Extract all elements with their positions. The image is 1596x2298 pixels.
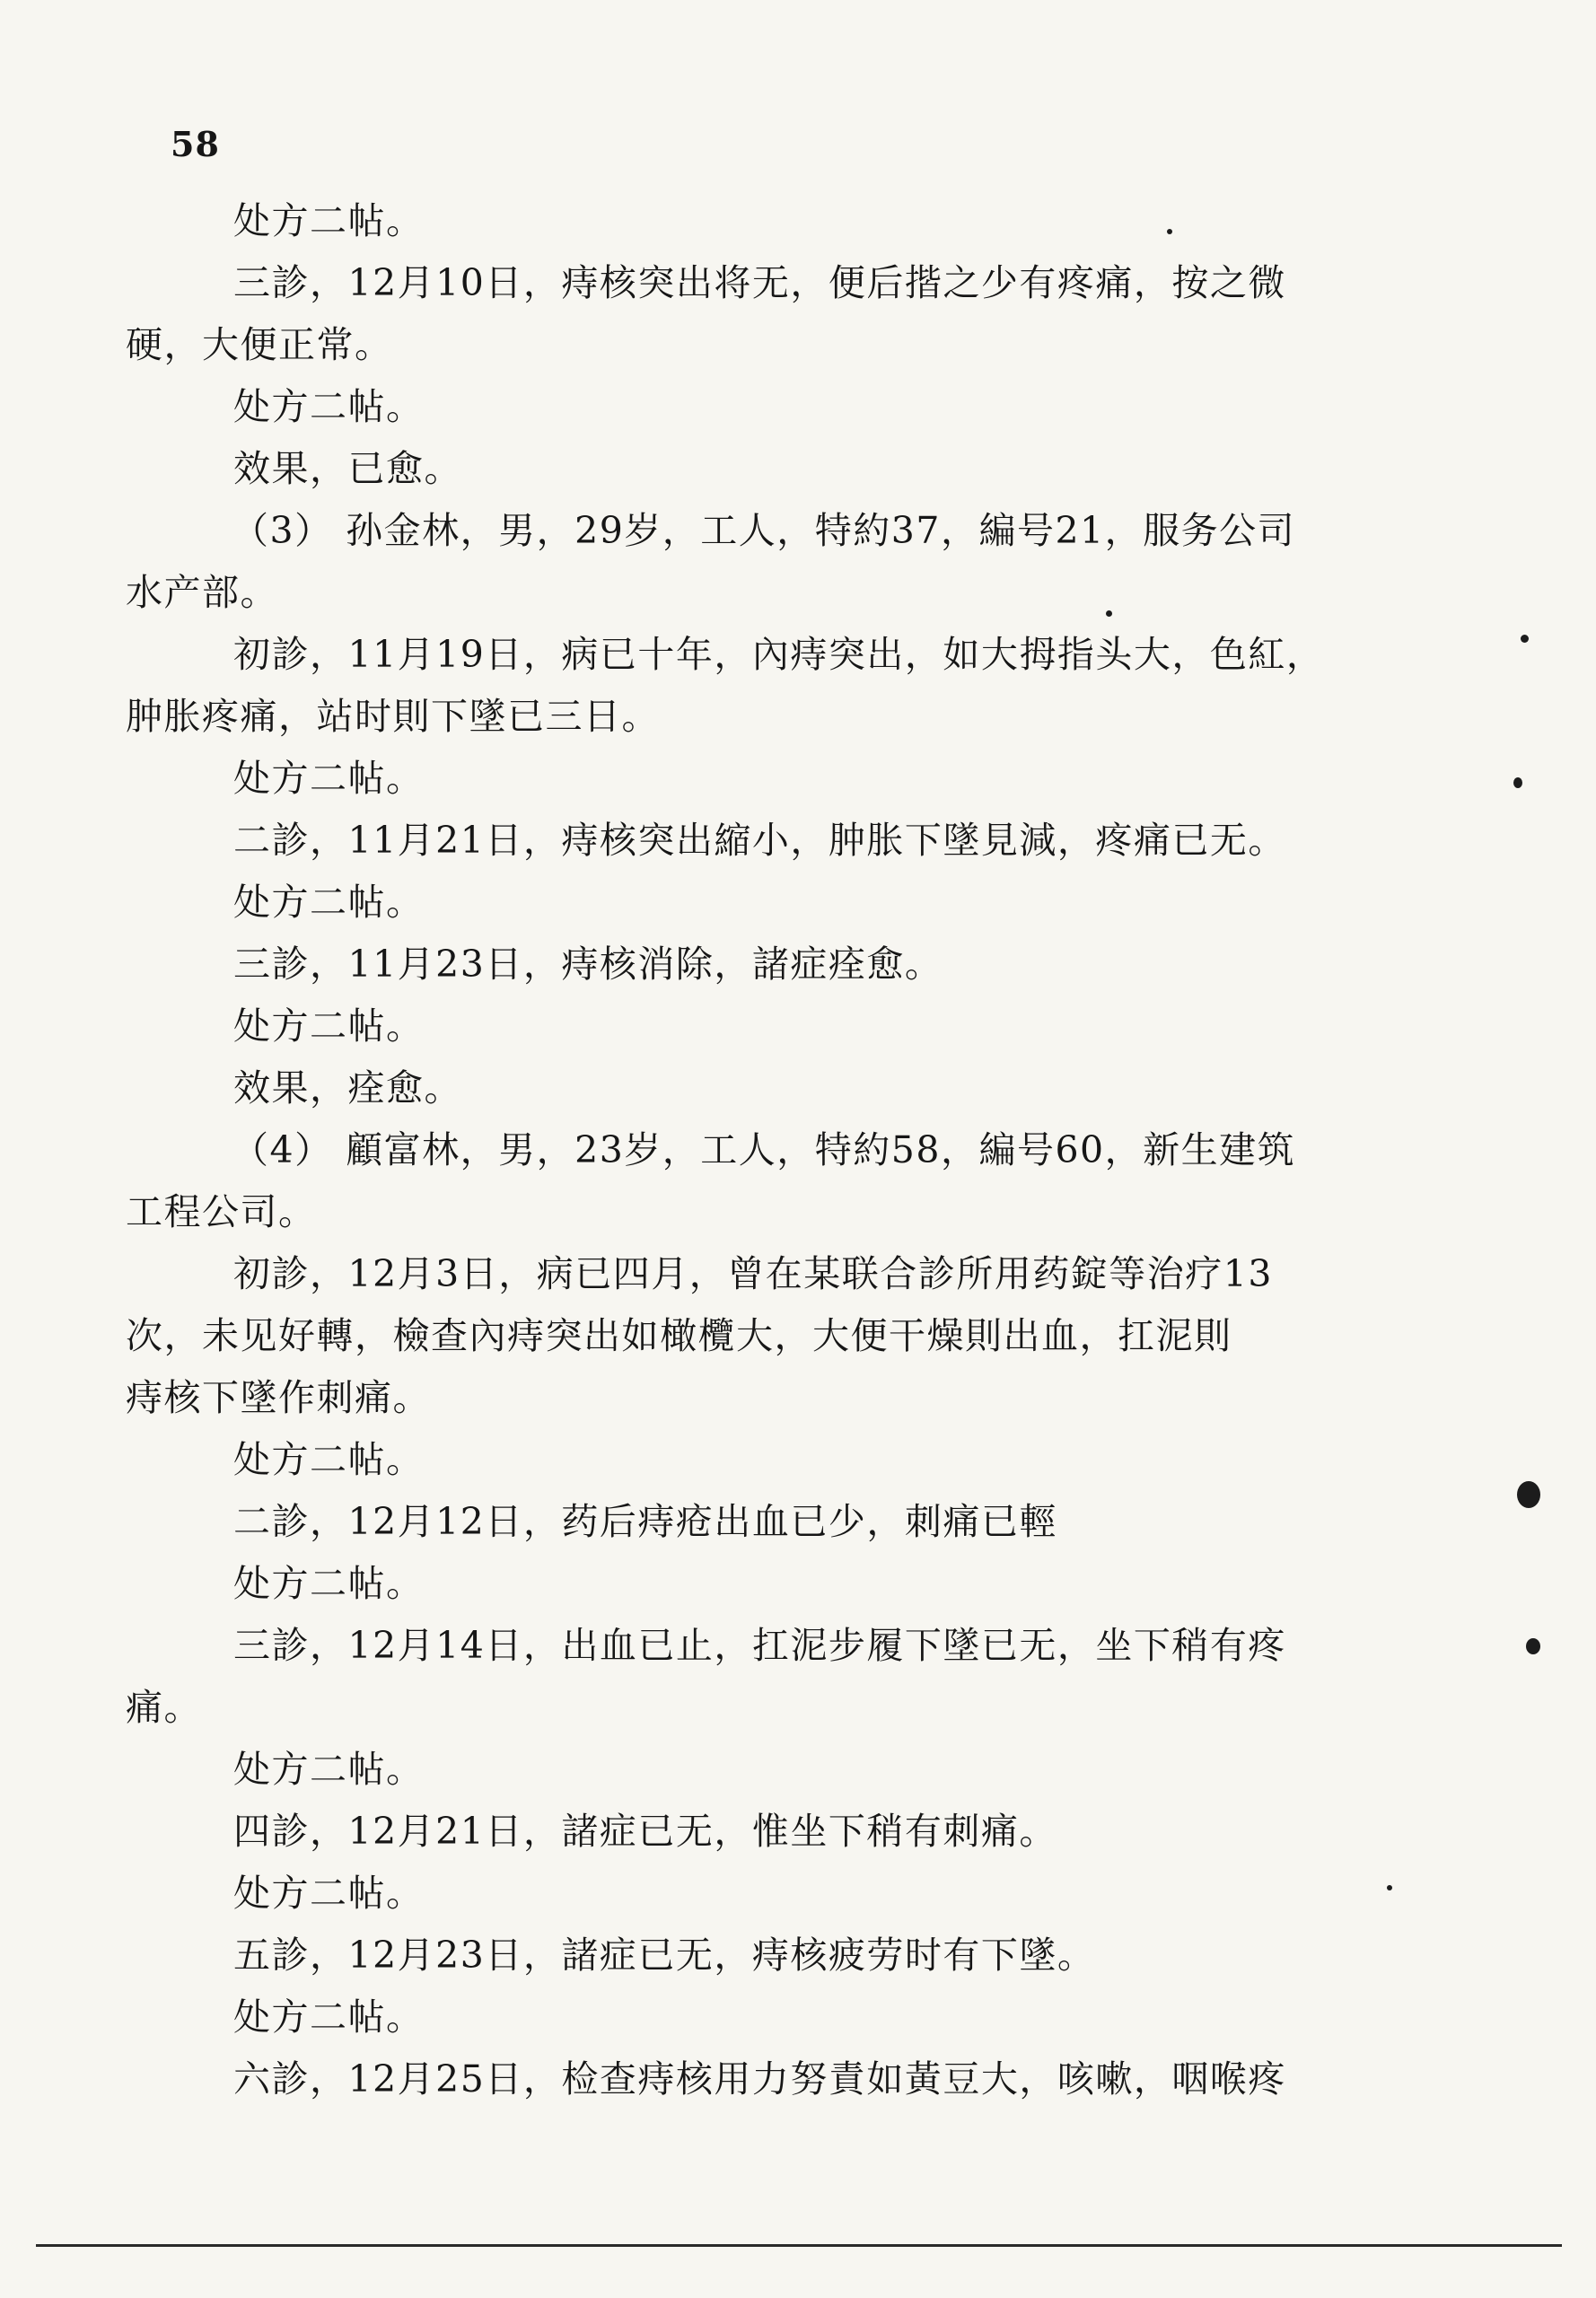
text-line: 处方二帖。	[233, 199, 425, 242]
ink-speck	[1167, 229, 1172, 234]
text-line: 处方二帖。	[233, 881, 425, 924]
text-line: 处方二帖。	[233, 1562, 425, 1605]
text-line: 痔核下墜作刺痛。	[126, 1376, 431, 1419]
ink-speck	[1387, 1885, 1392, 1890]
text-line: 处方二帖。	[233, 1995, 425, 2039]
ink-speck	[1517, 1481, 1540, 1508]
text-line: 处方二帖。	[233, 757, 425, 800]
text-line: 三診，12月10日，痔核突出将无，便后揩之少有疼痛，按之微	[233, 261, 1286, 304]
text-line: 硬，大便正常。	[126, 323, 393, 366]
text-line: 四診，12月21日，諸症已无，惟坐下稍有刺痛。	[233, 1810, 1057, 1853]
text-line: 二診，12月12日，药后痔疮出血已少，刺痛已輕	[233, 1500, 1057, 1543]
text-line: （3） 孙金林，男，29岁，工人，特約37，編号21，服务公司	[232, 509, 1296, 552]
text-line: 效果，痊愈。	[233, 1066, 462, 1110]
text-line: 痛。	[126, 1686, 202, 1729]
text-line: 水产部。	[126, 571, 278, 614]
text-line: 三診，12月14日，出血已止，扛泥步履下墜已无，坐下稍有疼	[233, 1624, 1286, 1667]
text-line: 处方二帖。	[233, 1748, 425, 1791]
text-line: 肿胀疼痛，站时則下墜已三日。	[126, 695, 660, 738]
text-line: 五診，12月23日，諸症已无，痔核疲劳时有下墜。	[233, 1934, 1096, 1977]
text-line: 效果，已愈。	[233, 447, 462, 490]
page-number: 58	[171, 124, 220, 164]
ink-speck	[1521, 635, 1529, 643]
text-line: 工程公司。	[126, 1190, 317, 1233]
text-line: 初診，12月3日，病已四月，曾在某联合診所用药錠等治疗13	[233, 1252, 1273, 1295]
ink-speck	[1513, 777, 1522, 788]
ink-speck	[1106, 610, 1112, 617]
bottom-rule	[36, 2244, 1562, 2247]
ink-speck	[1526, 1638, 1540, 1654]
text-line: 三診，11月23日，痔核消除，諸症痊愈。	[233, 943, 943, 986]
text-line: 二診，11月21日，痔核突出縮小，肿胀下墜見減，疼痛已无。	[233, 819, 1286, 862]
text-line: 六診，12月25日，检查痔核用力努責如黃豆大，咳嗽，咽喉疼	[233, 2057, 1286, 2101]
text-line: 次，未见好轉，檢查內痔突出如橄欖大，大便干燥則出血，扛泥則	[126, 1314, 1232, 1357]
body-text	[126, 190, 1409, 2110]
text-line: 初診，11月19日，病已十年，內痔突出，如大拇指头大，色紅，	[233, 633, 1325, 676]
text-line: 处方二帖。	[233, 385, 425, 428]
text-line: 处方二帖。	[233, 1004, 425, 1048]
text-line: （4） 顧富林，男，23岁，工人，特約58，編号60，新生建筑	[232, 1128, 1296, 1171]
text-line: 处方二帖。	[233, 1438, 425, 1481]
text-line: 处方二帖。	[233, 1872, 425, 1915]
